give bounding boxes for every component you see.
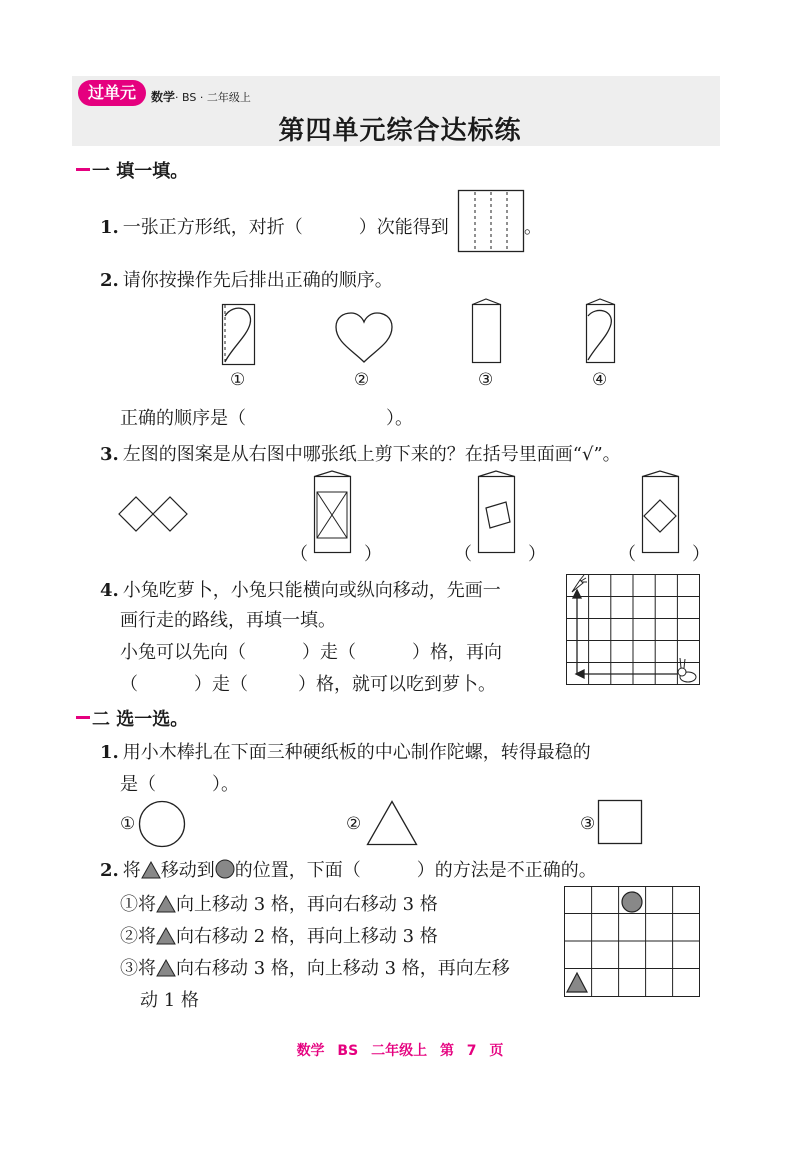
s1-q2-label-3: ③	[478, 370, 494, 390]
s1-q2-label-4: ④	[592, 370, 608, 390]
s2-q1-label-2: ②	[346, 814, 362, 834]
square-board-figure	[598, 800, 642, 844]
s2-q2-a: 将	[122, 860, 141, 881]
bracket-open: （	[618, 544, 636, 565]
s1-q2-text	[100, 266, 393, 292]
section1-marker	[76, 168, 90, 171]
move-grid-figure	[564, 886, 700, 998]
triangle-icon	[156, 895, 176, 913]
s2-q2-option-1	[120, 890, 438, 916]
s1-q1-end: 。	[524, 217, 542, 238]
rabbit-grid-figure	[566, 574, 700, 686]
s2-q2-option-3-cont: 动 1 格	[140, 990, 199, 1011]
unit-badge: 过单元	[78, 80, 146, 106]
target-circle	[622, 892, 642, 912]
s1-q2-answer-a: 正确的顺序是（	[120, 408, 246, 429]
opt3-text: 向右移动 3 格，向上移动 3 格，再向左移	[176, 958, 510, 979]
s1-q4-line3	[120, 638, 502, 664]
subject-label	[151, 88, 251, 105]
carrot-icon	[572, 575, 587, 592]
s2-q2-d: ）的方法是不正确的。	[416, 860, 597, 881]
s1-q1-part-a: 一张正方形纸，对折（	[122, 217, 303, 238]
s2-q2-num: 2.	[100, 860, 119, 881]
opt1-text: 向上移动 3 格，再向右移动 3 格	[176, 894, 438, 915]
s2-q1-label-3: ③	[580, 814, 596, 834]
s1-q4-num: 4.	[100, 580, 119, 601]
bracket-close: ）	[692, 544, 710, 565]
triangle-icon	[156, 959, 176, 977]
s2-q1-l2a: 是（	[120, 774, 156, 795]
s1-q4-l4c: ）格，就可以吃到萝卜。	[298, 674, 496, 695]
s2-q2-option-3	[120, 954, 510, 980]
opt3-label: ③将	[120, 958, 156, 979]
s1-q2-label-2: ②	[354, 370, 370, 390]
s1-q4-l4b: ）走（	[194, 674, 248, 695]
s1-q4-line2: 画行走的路线，再填一填。	[120, 610, 336, 631]
s2-q1-l2b: ）。	[212, 774, 239, 795]
folded-paper-figure	[472, 298, 502, 364]
s2-q1-num: 1.	[100, 742, 119, 763]
bracket-close: ）	[528, 544, 546, 565]
s2-q1-label-1: ①	[120, 814, 136, 834]
bracket-close: ）	[364, 544, 382, 565]
s1-q1-num: 1.	[100, 217, 119, 238]
opt2-label: ②将	[120, 926, 156, 947]
s2-q1-text: 用小木棒扎在下面三种硬纸板的中心制作陀螺，转得最稳的	[122, 742, 591, 763]
s1-q2-answer	[120, 404, 413, 430]
s1-q3-bracket-a[interactable]	[290, 540, 382, 566]
s1-q3-prompt: 左图的图案是从右图中哪张纸上剪下来的？在括号里面画“√”。	[122, 444, 621, 465]
s2-q2-text	[100, 856, 597, 882]
section2-title: 二 选一选。	[92, 709, 189, 730]
subject-grade: · BS · 二年级上	[175, 91, 251, 104]
folded-paper-drawn-figure	[586, 298, 616, 364]
subject-name: 数学	[151, 90, 176, 104]
s1-q4-l3b: ）走（	[302, 642, 356, 663]
s1-q4-l4a: （	[120, 674, 138, 695]
s1-q2-prompt: 请你按操作先后排出正确的顺序。	[122, 270, 393, 291]
s1-q2-label-1: ①	[230, 370, 246, 390]
s1-q4-line4	[120, 670, 496, 696]
rabbit-icon	[678, 658, 696, 682]
double-diamond-pattern	[118, 496, 188, 532]
section1-title: 一 填一填。	[92, 161, 189, 182]
s2-q2-b: 移动到	[160, 860, 215, 881]
triangle-icon	[141, 861, 161, 879]
bracket-open: （	[454, 544, 472, 565]
s1-q3-text	[100, 440, 621, 466]
folded-square-figure	[458, 190, 524, 252]
triangle-board-figure	[366, 800, 418, 846]
circle-board-figure	[138, 800, 186, 848]
s1-q3-bracket-c[interactable]	[618, 540, 710, 566]
s2-q1-line2	[120, 770, 239, 796]
page-title: 第四单元综合达标练	[278, 116, 522, 146]
heart-figure	[334, 312, 394, 364]
half-heart-fold-figure	[222, 304, 256, 366]
opt1-label: ①将	[120, 894, 156, 915]
section2-marker	[76, 716, 90, 719]
s2-q2-option-2	[120, 922, 438, 948]
s1-q4-l3a: 小兔可以先向（	[120, 642, 246, 663]
triangle-icon	[156, 927, 176, 945]
start-triangle	[567, 973, 587, 992]
s1-q2-answer-b: ）。	[386, 408, 413, 429]
s1-q1-part-b: ）次能得到	[358, 217, 449, 238]
s1-q1-text	[100, 213, 449, 239]
s1-q3-num: 3.	[100, 444, 119, 465]
circle-icon	[215, 859, 235, 879]
s1-q2-num: 2.	[100, 270, 119, 291]
s2-q1-line1	[100, 738, 591, 764]
s1-q4-line1-text: 小兔吃萝卜，小兔只能横向或纵向移动，先画一	[122, 580, 501, 601]
s1-q4-line1	[100, 576, 501, 602]
s1-q4-l3c: ）格，再向	[412, 642, 502, 663]
bracket-open: （	[290, 544, 308, 565]
page-footer: 数学 BS 二年级上 第 7 页	[296, 1043, 504, 1059]
opt2-text: 向右移动 2 格，再向上移动 3 格	[176, 926, 438, 947]
s1-q3-bracket-b[interactable]	[454, 540, 546, 566]
s2-q2-c: 的位置，下面（	[234, 860, 361, 881]
